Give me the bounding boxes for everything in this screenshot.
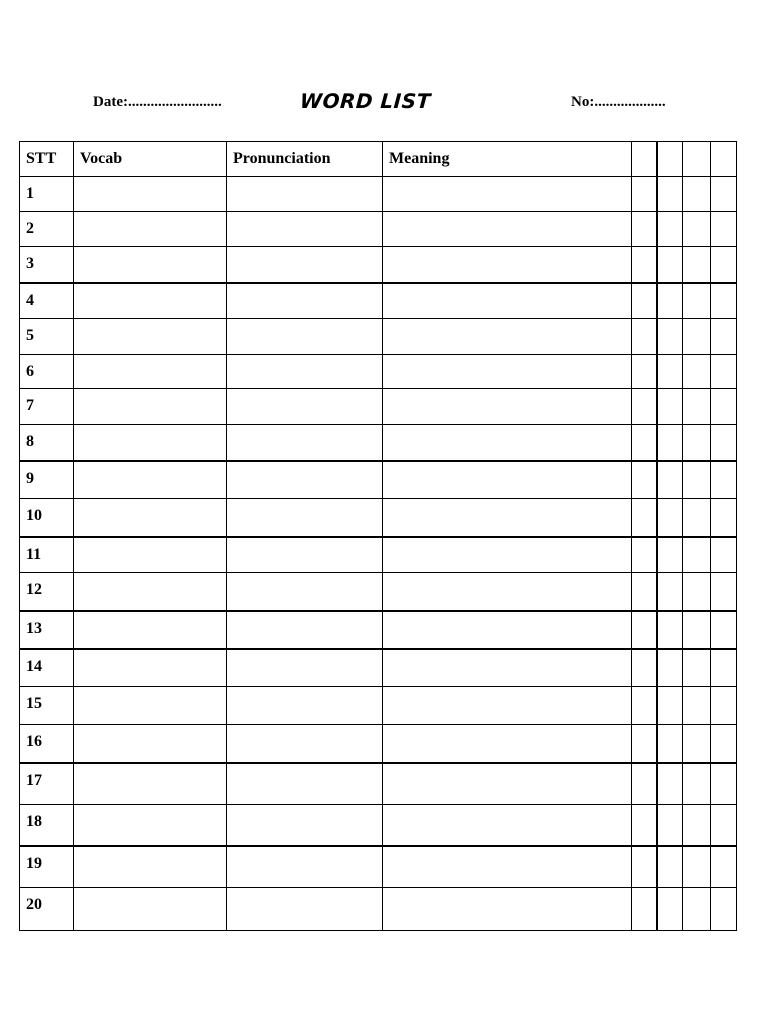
vocab-cell[interactable] — [74, 499, 227, 537]
meaning-cell[interactable] — [383, 725, 632, 763]
table-row — [20, 212, 737, 247]
row-number: 13 — [20, 611, 74, 649]
check-cell-3[interactable] — [683, 355, 711, 389]
meaning-cell[interactable] — [383, 499, 632, 537]
table-header-row — [20, 142, 737, 177]
column-header-stt: STT — [20, 142, 74, 177]
table-row — [20, 611, 737, 649]
meaning-cell[interactable] — [383, 283, 632, 319]
check-cell-4[interactable] — [711, 846, 737, 888]
meaning-cell[interactable] — [383, 763, 632, 805]
page-title: WORD LIST — [299, 89, 432, 113]
check-cell-3[interactable] — [683, 247, 711, 283]
table-row — [20, 649, 737, 687]
check-cell-4[interactable] — [711, 763, 737, 805]
table-row — [20, 888, 737, 931]
check-cell-3[interactable] — [683, 649, 711, 687]
meaning-cell[interactable] — [383, 247, 632, 283]
check-cell-1[interactable] — [632, 573, 657, 611]
table-row — [20, 846, 737, 888]
check-cell-3[interactable] — [683, 846, 711, 888]
table-row — [20, 177, 737, 212]
vocab-cell[interactable] — [74, 725, 227, 763]
table-row — [20, 389, 737, 425]
check-cell-2[interactable] — [657, 846, 683, 888]
vocab-cell[interactable] — [74, 537, 227, 573]
table-row — [20, 763, 737, 805]
check-cell-1[interactable] — [632, 687, 657, 725]
check-cell-3[interactable] — [683, 283, 711, 319]
check-cell-1[interactable] — [632, 425, 657, 461]
meaning-cell[interactable] — [383, 573, 632, 611]
table-row — [20, 537, 737, 573]
table-row — [20, 805, 737, 846]
row-number: 19 — [20, 846, 74, 888]
pronunciation-cell[interactable] — [227, 499, 383, 537]
pronunciation-cell[interactable] — [227, 805, 383, 846]
row-number: 16 — [20, 725, 74, 763]
pronunciation-cell[interactable] — [227, 725, 383, 763]
check-cell-2[interactable] — [657, 425, 683, 461]
row-number: 9 — [20, 461, 74, 499]
row-number: 15 — [20, 687, 74, 725]
check-cell-2[interactable] — [657, 319, 683, 355]
table-row — [20, 283, 737, 319]
row-number: 7 — [20, 389, 74, 425]
pronunciation-cell[interactable] — [227, 212, 383, 247]
meaning-cell[interactable] — [383, 649, 632, 687]
check-cell-4[interactable] — [711, 425, 737, 461]
check-cell-3[interactable] — [683, 888, 711, 931]
check-cell-4[interactable] — [711, 461, 737, 499]
check-cell-4[interactable] — [711, 805, 737, 846]
pronunciation-cell[interactable] — [227, 846, 383, 888]
check-cell-3[interactable] — [683, 537, 711, 573]
check-cell-1[interactable] — [632, 499, 657, 537]
check-cell-1[interactable] — [632, 355, 657, 389]
check-cell-1[interactable] — [632, 846, 657, 888]
date-field[interactable]: Date:......................... — [93, 94, 222, 110]
check-cell-4[interactable] — [711, 499, 737, 537]
meaning-cell[interactable] — [383, 389, 632, 425]
check-cell-1[interactable] — [632, 649, 657, 687]
meaning-cell[interactable] — [383, 888, 632, 931]
meaning-cell[interactable] — [383, 537, 632, 573]
pronunciation-cell[interactable] — [227, 649, 383, 687]
check-cell-1[interactable] — [632, 247, 657, 283]
row-number: 3 — [20, 247, 74, 283]
meaning-cell[interactable] — [383, 319, 632, 355]
row-number: 18 — [20, 805, 74, 846]
check-cell-1[interactable] — [632, 389, 657, 425]
check-cell-3[interactable] — [683, 177, 711, 212]
vocab-cell[interactable] — [74, 283, 227, 319]
pronunciation-cell[interactable] — [227, 687, 383, 725]
vocab-cell[interactable] — [74, 177, 227, 212]
row-number: 5 — [20, 319, 74, 355]
row-number: 10 — [20, 499, 74, 537]
table-row — [20, 355, 737, 389]
check-cell-2[interactable] — [657, 687, 683, 725]
meaning-cell[interactable] — [383, 355, 632, 389]
column-header-check-4 — [711, 142, 737, 177]
meaning-cell[interactable] — [383, 687, 632, 725]
meaning-cell[interactable] — [383, 177, 632, 212]
check-cell-2[interactable] — [657, 888, 683, 931]
check-cell-4[interactable] — [711, 389, 737, 425]
table-row — [20, 319, 737, 355]
check-cell-1[interactable] — [632, 212, 657, 247]
check-cell-4[interactable] — [711, 649, 737, 687]
check-cell-2[interactable] — [657, 611, 683, 649]
check-cell-4[interactable] — [711, 319, 737, 355]
pronunciation-cell[interactable] — [227, 888, 383, 931]
row-number: 17 — [20, 763, 74, 805]
table-row — [20, 247, 737, 283]
pronunciation-cell[interactable] — [227, 319, 383, 355]
check-cell-1[interactable] — [632, 319, 657, 355]
column-header-vocab: Vocab — [74, 142, 227, 177]
vocab-cell[interactable] — [74, 247, 227, 283]
pronunciation-cell[interactable] — [227, 461, 383, 499]
vocab-cell[interactable] — [74, 805, 227, 846]
column-header-check-1 — [632, 142, 657, 177]
check-cell-1[interactable] — [632, 461, 657, 499]
check-cell-1[interactable] — [632, 888, 657, 931]
check-cell-2[interactable] — [657, 499, 683, 537]
check-cell-3[interactable] — [683, 805, 711, 846]
vocab-cell[interactable] — [74, 649, 227, 687]
meaning-cell[interactable] — [383, 846, 632, 888]
table-row — [20, 499, 737, 537]
number-field[interactable]: No:................... — [571, 94, 666, 110]
table-row — [20, 573, 737, 611]
check-cell-1[interactable] — [632, 537, 657, 573]
check-cell-3[interactable] — [683, 725, 711, 763]
meaning-cell[interactable] — [383, 805, 632, 846]
check-cell-1[interactable] — [632, 763, 657, 805]
check-cell-2[interactable] — [657, 247, 683, 283]
check-cell-2[interactable] — [657, 649, 683, 687]
check-cell-1[interactable] — [632, 611, 657, 649]
row-number: 8 — [20, 425, 74, 461]
check-cell-2[interactable] — [657, 805, 683, 846]
column-header-check-3 — [683, 142, 711, 177]
check-cell-3[interactable] — [683, 389, 711, 425]
check-cell-4[interactable] — [711, 283, 737, 319]
row-number: 14 — [20, 649, 74, 687]
check-cell-4[interactable] — [711, 888, 737, 931]
check-cell-1[interactable] — [632, 725, 657, 763]
check-cell-4[interactable] — [711, 687, 737, 725]
check-cell-3[interactable] — [683, 425, 711, 461]
vocab-cell[interactable] — [74, 687, 227, 725]
check-cell-2[interactable] — [657, 389, 683, 425]
table-row — [20, 425, 737, 461]
row-number: 11 — [20, 537, 74, 573]
vocab-cell[interactable] — [74, 846, 227, 888]
meaning-cell[interactable] — [383, 425, 632, 461]
vocab-cell[interactable] — [74, 212, 227, 247]
vocab-cell[interactable] — [74, 888, 227, 931]
row-number: 2 — [20, 212, 74, 247]
check-cell-3[interactable] — [683, 212, 711, 247]
pronunciation-cell[interactable] — [227, 177, 383, 212]
vocab-cell[interactable] — [74, 319, 227, 355]
check-cell-2[interactable] — [657, 573, 683, 611]
check-cell-2[interactable] — [657, 537, 683, 573]
check-cell-1[interactable] — [632, 805, 657, 846]
table-row — [20, 725, 737, 763]
check-cell-4[interactable] — [711, 537, 737, 573]
pronunciation-cell[interactable] — [227, 283, 383, 319]
check-cell-4[interactable] — [711, 247, 737, 283]
check-cell-3[interactable] — [683, 611, 711, 649]
pronunciation-cell[interactable] — [227, 763, 383, 805]
pronunciation-cell[interactable] — [227, 247, 383, 283]
vocab-cell[interactable] — [74, 461, 227, 499]
check-cell-3[interactable] — [683, 461, 711, 499]
check-cell-3[interactable] — [683, 319, 711, 355]
check-cell-1[interactable] — [632, 283, 657, 319]
check-cell-2[interactable] — [657, 212, 683, 247]
column-header-pronunciation: Pronunciation — [227, 142, 383, 177]
check-cell-4[interactable] — [711, 725, 737, 763]
check-cell-4[interactable] — [711, 573, 737, 611]
vocab-cell[interactable] — [74, 425, 227, 461]
pronunciation-cell[interactable] — [227, 537, 383, 573]
check-cell-2[interactable] — [657, 355, 683, 389]
check-cell-3[interactable] — [683, 499, 711, 537]
vocab-cell[interactable] — [74, 355, 227, 389]
check-cell-3[interactable] — [683, 687, 711, 725]
check-cell-3[interactable] — [683, 763, 711, 805]
check-cell-2[interactable] — [657, 177, 683, 212]
check-cell-4[interactable] — [711, 212, 737, 247]
check-cell-2[interactable] — [657, 283, 683, 319]
check-cell-2[interactable] — [657, 461, 683, 499]
row-number: 4 — [20, 283, 74, 319]
vocab-cell[interactable] — [74, 389, 227, 425]
row-number: 6 — [20, 355, 74, 389]
vocab-cell[interactable] — [74, 763, 227, 805]
check-cell-3[interactable] — [683, 573, 711, 611]
meaning-cell[interactable] — [383, 461, 632, 499]
pronunciation-cell[interactable] — [227, 573, 383, 611]
check-cell-4[interactable] — [711, 177, 737, 212]
row-number: 1 — [20, 177, 74, 212]
pronunciation-cell[interactable] — [227, 611, 383, 649]
meaning-cell[interactable] — [383, 611, 632, 649]
column-header-meaning: Meaning — [383, 142, 632, 177]
column-header-check-2 — [657, 142, 683, 177]
pronunciation-cell[interactable] — [227, 425, 383, 461]
check-cell-4[interactable] — [711, 355, 737, 389]
table-row — [20, 461, 737, 499]
check-cell-2[interactable] — [657, 725, 683, 763]
vocab-cell[interactable] — [74, 611, 227, 649]
word-list-table — [19, 141, 737, 931]
meaning-cell[interactable] — [383, 212, 632, 247]
row-number: 12 — [20, 573, 74, 611]
pronunciation-cell[interactable] — [227, 389, 383, 425]
check-cell-1[interactable] — [632, 177, 657, 212]
row-number: 20 — [20, 888, 74, 931]
check-cell-2[interactable] — [657, 763, 683, 805]
vocab-cell[interactable] — [74, 573, 227, 611]
check-cell-4[interactable] — [711, 611, 737, 649]
pronunciation-cell[interactable] — [227, 355, 383, 389]
table-row — [20, 687, 737, 725]
